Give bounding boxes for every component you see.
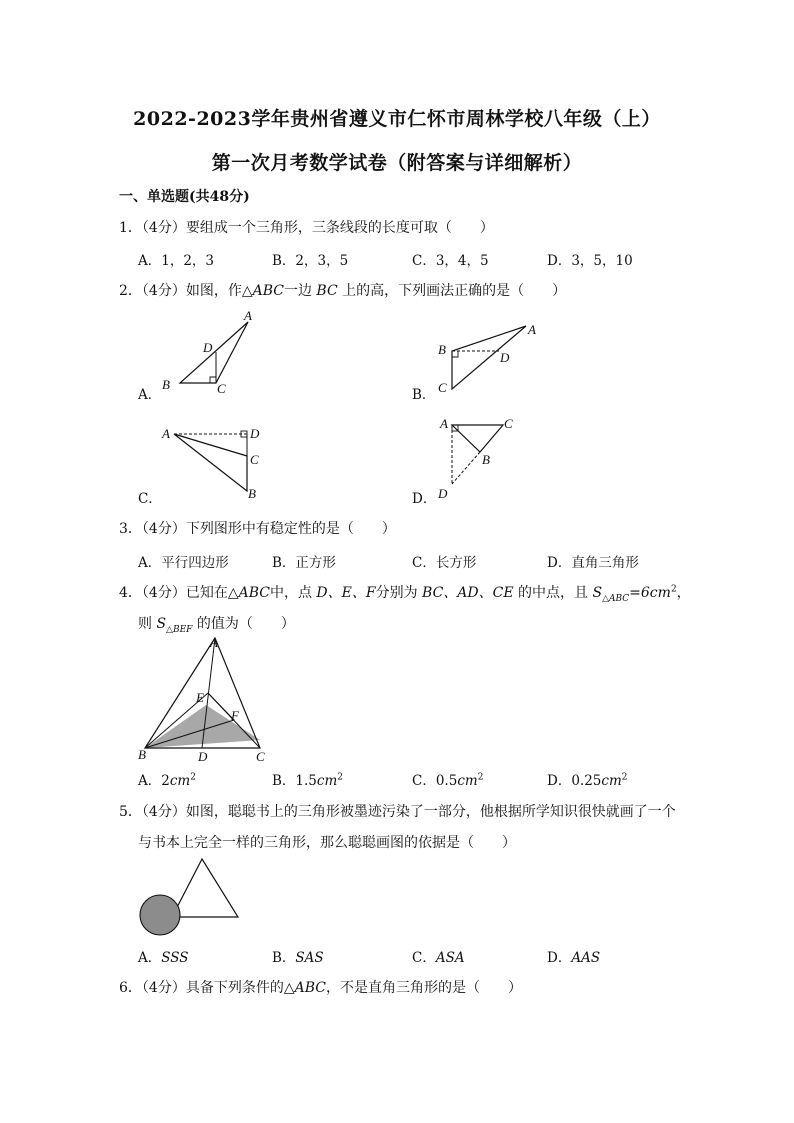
q2-figure-b bbox=[432, 318, 552, 398]
q2-figure-c bbox=[158, 420, 278, 502]
question-6-stem: 6．（4分）具备下列条件的△ABC，不是直角三角形的是（ ） bbox=[119, 980, 522, 996]
q2d-label-b: B bbox=[482, 452, 490, 467]
q2-figure-a bbox=[150, 308, 270, 398]
q2c-label-d: D bbox=[250, 426, 260, 441]
q2a-label-b: B bbox=[162, 377, 170, 392]
q1-option-b: B．2，3，5 bbox=[272, 253, 349, 269]
q5-option-a: A．SSS bbox=[138, 950, 189, 966]
section-heading: 一、单选题(共48分) bbox=[119, 189, 250, 205]
question-2-stem: 2．（4分）如图，作△ABC一边 BC 上的高，下列画法正确的是（ ） bbox=[119, 283, 567, 299]
question-3-stem: 3．（4分）下列图形中有稳定性的是（ ） bbox=[119, 521, 396, 537]
q4-label-f: F bbox=[231, 708, 239, 723]
q2c-label-a: A bbox=[162, 426, 170, 441]
question-1-stem: 1．（4分）要组成一个三角形，三条线段的长度可取（ ） bbox=[119, 220, 494, 236]
q2a-label-a: A bbox=[244, 308, 252, 323]
title-line-2: 第一次月考数学试卷（附答案与详细解析） bbox=[211, 152, 583, 174]
q2-option-b: B． bbox=[412, 387, 436, 403]
q4-option-b: B．$1.5cm^2$ bbox=[272, 772, 343, 789]
q2d-label-a: A bbox=[440, 416, 448, 431]
q2-option-c: C． bbox=[138, 491, 162, 507]
q2a-label-c: C bbox=[217, 381, 226, 396]
q1-option-c: C．3，4，5 bbox=[412, 253, 489, 269]
q1-option-a: A．1，2，3 bbox=[138, 253, 215, 269]
q2a-label-d: D bbox=[203, 340, 213, 355]
question-5-stem-line-2: 与书本上完全一样的三角形，那么聪聪画图的依据是（ ） bbox=[138, 835, 516, 851]
q2c-label-b: B bbox=[248, 486, 256, 501]
q1-option-d: D．3，5，10 bbox=[547, 253, 633, 269]
q5-option-c: C．ASA bbox=[412, 950, 465, 966]
q2b-label-c: C bbox=[438, 380, 447, 395]
q2c-label-c: C bbox=[250, 452, 259, 467]
question-5-stem-line-1: 5．（4分）如图，聪聪书上的三角形被墨迹污染了一部分，他根据所学知识很快就画了一个 bbox=[119, 804, 676, 820]
q4-label-e: E bbox=[196, 690, 204, 705]
q2d-label-c: C bbox=[504, 416, 513, 431]
q4-label-c: C bbox=[256, 749, 265, 764]
q2b-label-a: A bbox=[528, 322, 536, 337]
title-line-1: 2022-2023学年贵州省遵义市仁怀市周林学校八年级（上） bbox=[133, 108, 661, 130]
ink-blot bbox=[140, 895, 180, 935]
q4-option-d: D．$0.25cm^2$ bbox=[547, 772, 628, 789]
q3-option-d: D．直角三角形 bbox=[547, 555, 639, 571]
q2-option-d: D． bbox=[412, 491, 437, 507]
q3-option-a: A．平行四边形 bbox=[138, 555, 229, 571]
q2-option-a: A． bbox=[138, 387, 162, 403]
q5-option-d: D．AAS bbox=[547, 950, 601, 966]
q3-option-c: C．长方形 bbox=[412, 555, 477, 571]
q4-label-a: A bbox=[210, 635, 218, 650]
q4-label-d: D bbox=[198, 749, 208, 764]
question-4-stem-line-2: 则 $S_{\triangle BEF}$ 的值为（ ） bbox=[138, 616, 295, 635]
q5-option-b: B．SAS bbox=[272, 950, 324, 966]
q4-option-c: C．$0.5cm^2$ bbox=[412, 772, 484, 789]
q2b-label-d: D bbox=[500, 350, 510, 365]
q3-option-b: B．正方形 bbox=[272, 555, 336, 571]
q4-figure bbox=[130, 632, 280, 766]
q2b-label-b: B bbox=[438, 342, 446, 357]
question-4-stem-line-1: 4．（4分）已知在△ABC中，点 D、E、F分别为 BC、AD、CE 的中点，且 $S_{\triangle ABC}=6cm^2$， bbox=[119, 584, 691, 604]
q2-figure-d bbox=[430, 412, 540, 504]
q5-figure bbox=[136, 855, 246, 939]
q2d-label-d: D bbox=[438, 486, 448, 501]
q4-option-a: A．$2cm^2$ bbox=[138, 772, 196, 789]
q4-label-b: B bbox=[138, 747, 146, 762]
